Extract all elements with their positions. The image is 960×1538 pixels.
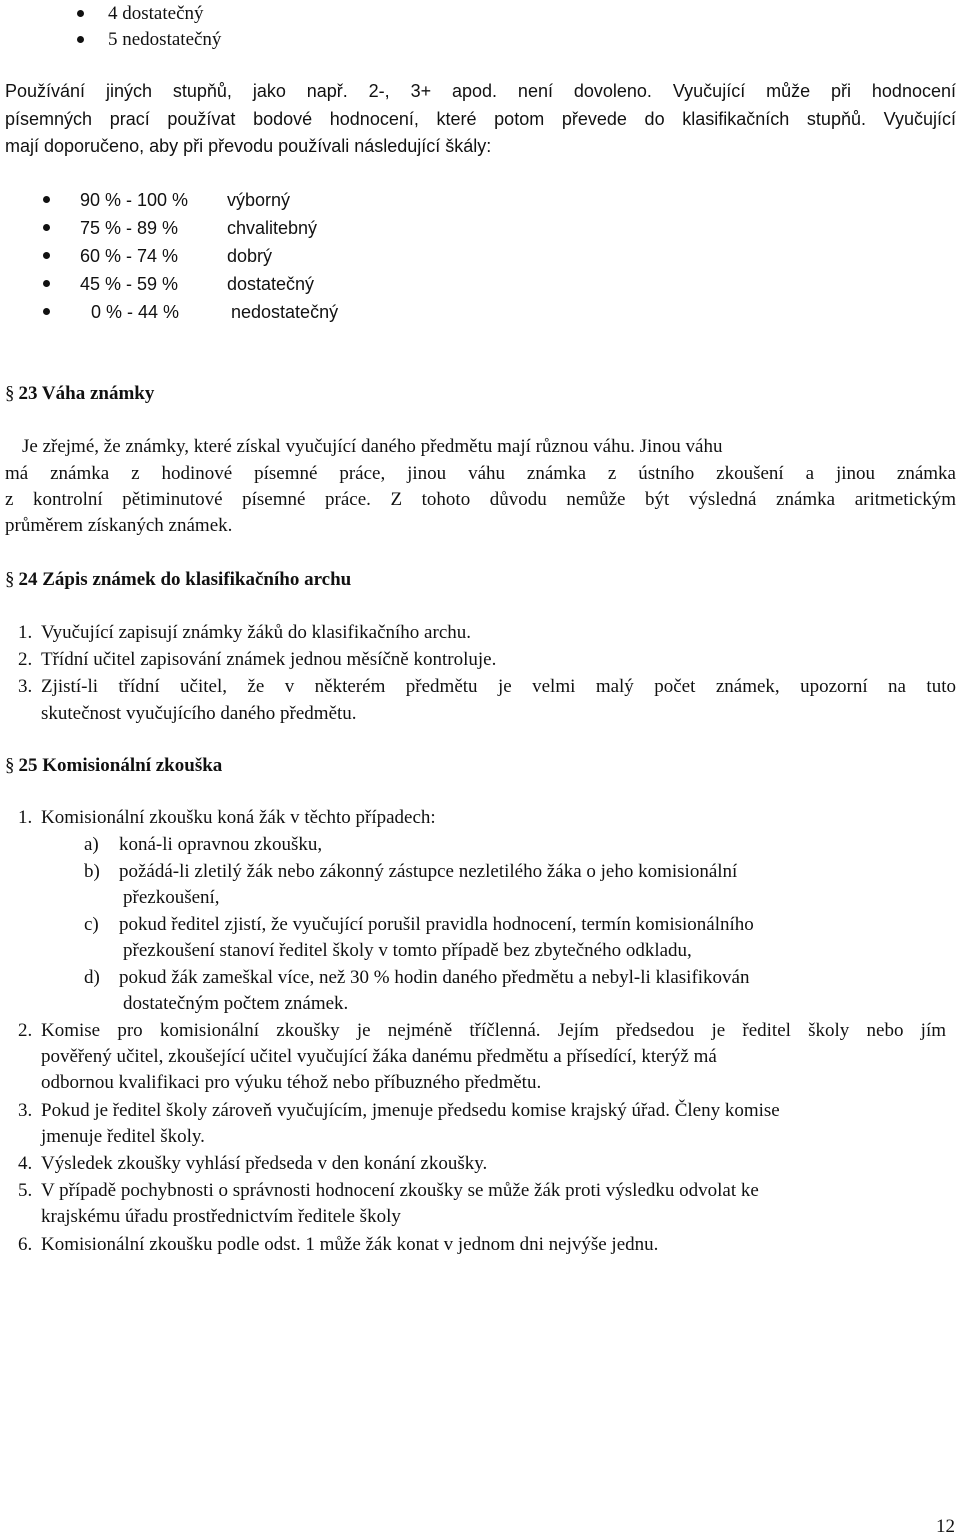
item-number: 3. [18,676,33,697]
list-item: odbornou kvalifikaci pro výuku téhož nebo příbuzného předmětu. [41,1072,542,1093]
subitem: přezkoušení stanoví ředitel školy v tomto případě bez zbytečného odkladu, [123,940,692,961]
section-symbol: § [5,755,15,776]
bullet [43,308,50,315]
grade-item: 5 nedostatečný [108,29,222,50]
item-number: 1. [18,622,33,643]
subitem: pokud žák zameškal více, než 30 % hodin daného předmětu a nebyl-li klasifikován [119,967,750,988]
paragraph-line: písemných prací používat bodové hodnocení, které potom převede do klasifikačních stupňů. Vyučující [5,109,956,129]
page-number: 12 [936,1516,955,1537]
list-item: Komisionální zkoušku koná žák v těchto případech: [41,807,436,828]
item-number: 5. [18,1180,33,1201]
section-heading [5,566,351,593]
scale-grade: dostatečný [227,274,315,294]
bullet [77,10,84,17]
section-symbol: § [5,569,15,590]
section-title: 23 Váha známky [18,383,155,404]
section-title: 25 Komisionální zkouška [18,755,223,776]
bullet [43,252,50,259]
scale-range: 75 % - 89 % [80,218,179,238]
subitem: koná-li opravnou zkoušku, [119,834,323,855]
bullet [77,36,84,43]
paragraph-line: z kontrolní pětiminutové písemné práce. Z tohoto důvodu nemůže být výsledná známka aritmetickým [5,489,956,510]
subitem: přezkoušení, [123,887,220,908]
list-item: skutečnost vyučujícího daného předmětu. [41,703,357,724]
scale-range: 90 % - 100 % [80,190,189,210]
list-item: Výsledek zkoušky vyhlásí předseda v den konání zkoušky. [41,1153,488,1174]
list-item: Zjistí-li třídní učitel, že v některém předmětu je velmi malý počet známek, upozorní na tuto [41,676,956,697]
list-item: krajskému úřadu prostřednictvím ředitele školy [41,1206,401,1227]
item-number: 1. [18,807,33,828]
scale-grade: chvalitebný [227,218,318,238]
item-number: 2. [18,1020,33,1041]
subitem-letter: d) [84,967,100,988]
subitem-letter: a) [84,834,99,855]
scale-grade: výborný [227,190,291,210]
list-item: Třídní učitel zapisování známek jednou měsíčně kontroluje. [41,649,497,670]
bullet [43,280,50,287]
list-item: Vyučující zapisují známky žáků do klasifikačního archu. [41,622,472,643]
list-item: jmenuje ředitel školy. [41,1126,205,1147]
scale-range: 45 % - 59 % [80,274,179,294]
section-title: 24 Zápis známek do klasifikačního archu [18,569,352,590]
bullet [43,196,50,203]
scale-range: 60 % - 74 % [80,246,179,266]
list-item: Komise pro komisionální zkoušky je nejméně tříčlenná. Jejím předsedou je ředitel školy nebo jím [41,1020,946,1041]
list-item: Pokud je ředitel školy zároveň vyučujícím, jmenuje předsedu komise krajský úřad. Členy komise [41,1100,780,1121]
grade-item: 4 dostatečný [108,3,204,24]
subitem: dostatečným počtem známek. [123,993,349,1014]
scale-grade: dobrý [227,246,273,266]
list-item: Komisionální zkoušku podle odst. 1 může žák konat v jednom dni nejvýše jednu. [41,1234,659,1255]
paragraph-line: Používání jiných stupňů, jako např. 2-, 3+ apod. není dovoleno. Vyučující může při hodnocení [5,81,956,101]
subitem-letter: c) [84,914,99,935]
section-symbol: § [5,383,15,404]
item-number: 3. [18,1100,33,1121]
paragraph-line: má známka z hodinové písemné práce, jinou váhu známka z ústního zkoušení a jinou známka [5,463,956,484]
list-item: pověřený učitel, zkoušející učitel vyučující žáka danému předmětu a přísedící, kterýž má [41,1046,717,1067]
item-number: 6. [18,1234,33,1255]
list-item: V případě pochybnosti o správnosti hodnocení zkoušky se může žák proti výsledku odvolat ke [41,1180,759,1201]
scale-grade: nedostatečný [231,302,339,322]
scale-range: 0 % - 44 % [91,302,180,322]
paragraph-line: průměrem získaných známek. [5,515,233,536]
subitem: požádá-li zletilý žák nebo zákonný zástupce nezletilého žáka o jeho komisionální [119,861,738,882]
subitem-letter: b) [84,861,100,882]
item-number: 4. [18,1153,33,1174]
section-heading [5,752,222,779]
item-number: 2. [18,649,33,670]
section-heading [5,380,154,407]
paragraph-line: Je zřejmé, že známky, které získal vyučující daného předmětu mají různou váhu. Jinou váhu [22,436,723,457]
paragraph-line: mají doporučeno, aby při převodu používali následující škály: [5,136,492,156]
bullet [43,224,50,231]
subitem: pokud ředitel zjistí, že vyučující porušil pravidla hodnocení, termín komisionálního [119,914,754,935]
